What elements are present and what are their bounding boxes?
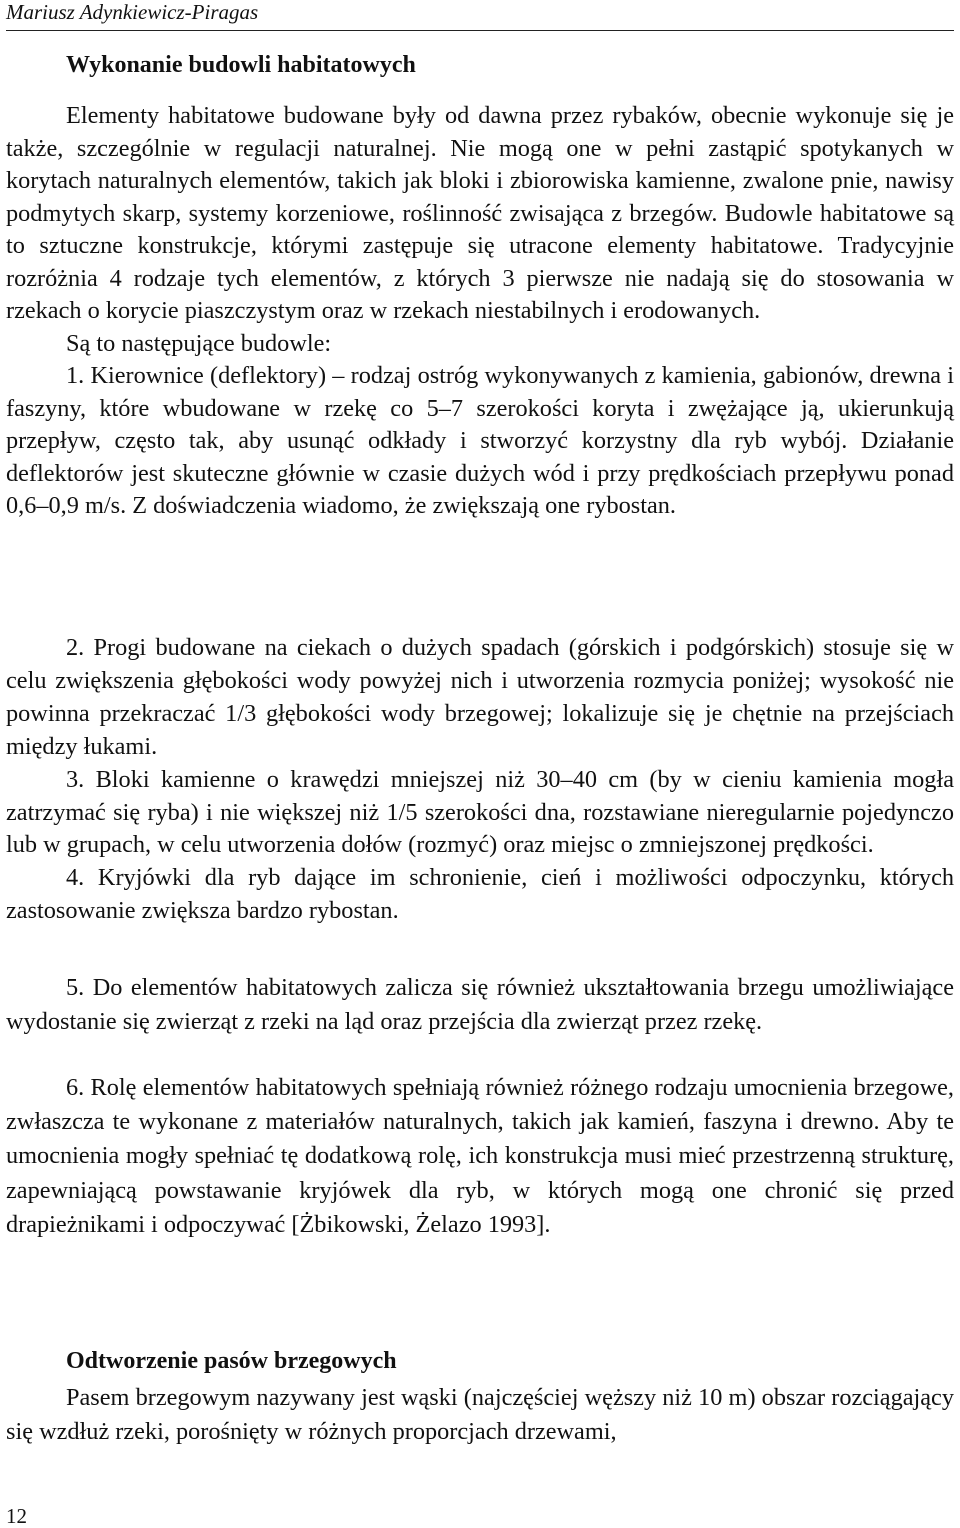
list-item-bank-reinforcements: 6. Rolę elementów habitatowych spełniają również różnego rodzaju umocnienia brzegowe, zwłaszcza te wykonane z materiałów naturalnych, takich jak kamień, faszyna i drewno. Aby te umocnienia mogły spełniać tę dodatkową rolę, ich konstrukcja musi mieć przestrzenną strukturę, zapewniającą powstawanie kryjówek dla ryb, w których mogą one chronić się przed drapieżnikami i odpoczywać [Żbikowski, Żelazo 1993].	[6, 1074, 954, 1238]
list-item-stone-blocks: 3. Bloki kamienne o krawędzi mniejszej niż 30–40 cm (by w cieniu kamienia mogła zatrzymać się ryba) i nie większej niż 1/5 szerokości dna, rozstawiane nieregularnie pojedynczo lub w grupach, w celu utworzenia dołów (rozmyć) oraz miejsc o zmniejszonej prędkości.	[6, 765, 954, 859]
section-body-habitat-continued	[6, 632, 954, 928]
list-item-deflectors: 1. Kierownice (deflektory) – rodzaj ostróg wykonywanych z kamienia, gabionów, drewna i faszyny, które wbudowane w rzekę co 5–7 szerokości koryta i zwężające ją, ukierunkują przepływ, często tak, aby usunąć odkłady i stworzyć korzystny dla ryb wybój. Działanie deflektorów jest skuteczne głównie w czasie dużych wód i przy prędkościach przepływu ponad 0,6–0,9 m/s. Z doświadczenia wiadomo, że zwiększają one rybostan.	[6, 362, 954, 519]
section-title-habitat: Wykonanie budowli habitatowych	[66, 52, 416, 78]
paragraph-intro: Elementy habitatowe budowane były od dawna przez rybaków, obecnie wykonuje się je także, szczególnie w regulacji naturalnej. Nie mogą one w pełni zastąpić spotykanych w korytach naturalnych elementów, takich jak bloki i zbiorowiska kamienne, zwalone pnie, nawisy podmytych skarp, systemy korzeniowe, roślinność zwisająca z brzegów. Budowle habitatowe są to sztuczne konstrukcje, którymi zastępuje się utracone elementy habitatowe. Tradycyjnie rozróżnia 4 rodzaje tych elementów, z których 3 pierwsze nie nadają się do stosowania w rzekach o korycie piaszczystym oraz w rzekach niestabilnych i erodowanych.	[6, 102, 954, 324]
section-body-riparian	[6, 1381, 954, 1449]
list-item-bank-shaping: 5. Do elementów habitatowych zalicza się również ukształtowania brzegu umożliwiające wydostanie się zwierząt z rzeki na ląd oraz przejścia dla zwierząt przez rzekę.	[6, 974, 954, 1035]
page-number: 12	[6, 1504, 27, 1528]
running-header-author: Mariusz Adynkiewicz-Piragas	[6, 0, 259, 24]
paragraph-riparian-intro: Pasem brzegowym nazywany jest wąski (najczęściej węższy niż 10 m) obszar rozciągający się wzdłuż rzeki, porośnięty w różnych proporcjach drzewami,	[6, 1384, 954, 1446]
section-body-habitat-banks	[6, 971, 954, 1038]
paragraph-list-lead: Są to następujące budowle:	[66, 329, 332, 357]
header-divider	[6, 30, 954, 31]
list-item-weirs: 2. Progi budowane na ciekach o dużych spadach (górskich i podgórskich) stosuje się w celu zwiększenia głębokości wody powyżej nich i utworzenia rozmycia poniżej; wysokość nie powinna przekraczać 1/3 głębokości wody brzegowej; lokalizuje się je chętnie na przejściach między łukami.	[6, 634, 954, 760]
section-body-habitat-reinforcements	[6, 1071, 954, 1242]
list-item-fish-shelters: 4. Kryjówki dla ryb dające im schronienie, cień i możliwości odpoczynku, których zastosowanie zwiększa bardzo rybostan.	[6, 864, 954, 925]
section-body-habitat	[6, 100, 954, 523]
section-title-riparian: Odtworzenie pasów brzegowych	[66, 1348, 397, 1374]
